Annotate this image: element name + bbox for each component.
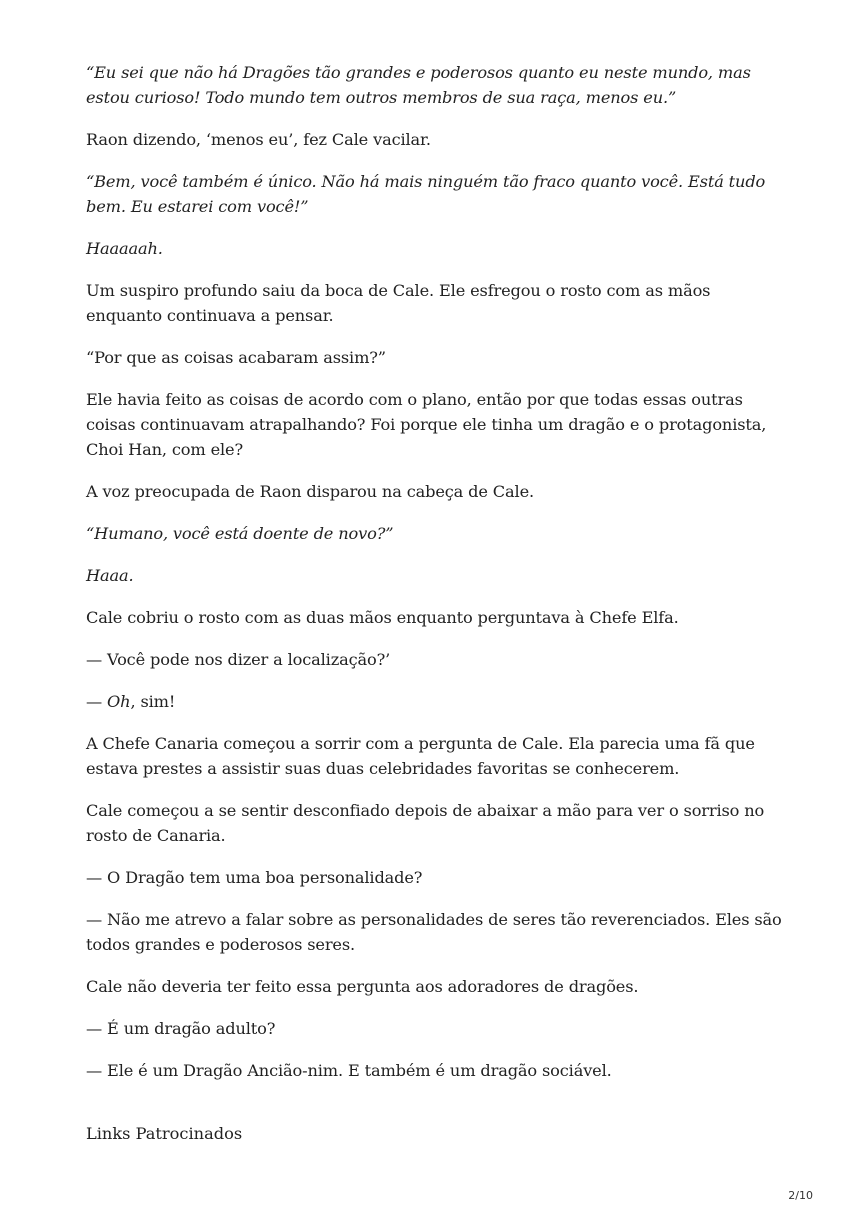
- paragraph-dialogue: — O Dragão tem uma boa personalidade?: [86, 868, 423, 887]
- dialogue-prefix: —: [86, 692, 108, 711]
- paragraph-narration: Um suspiro profundo saiu da boca de Cale. Ele esfregou o rosto com as mãos enquanto continuava a pensar.: [86, 281, 711, 325]
- paragraph-narration: Raon dizendo, ‘menos eu’, fez Cale vacilar.: [86, 130, 431, 149]
- dialogue-suffix: , sim!: [130, 692, 176, 711]
- paragraph-sigh: Haaa.: [86, 566, 134, 585]
- paragraph-dialogue: “Por que as coisas acabaram assim?”: [86, 348, 386, 367]
- paragraph-raon-reassure: “Bem, você também é único. Não há mais ninguém tão fraco quanto você. Está tudo bem. Eu estarei com você!”: [86, 172, 766, 216]
- paragraph-narration: Cale começou a se sentir desconfiado depois de abaixar a mão para ver o sorriso no rosto de Canaria.: [86, 801, 765, 845]
- paragraph-sigh: Haaaaah.: [86, 239, 163, 258]
- paragraph-dialogue: — Você pode nos dizer a localização?’: [86, 650, 391, 669]
- paragraph-dialogue: — Não me atrevo a falar sobre as personalidades de seres tão reverenciados. Eles são todos grandes e poderosos seres.: [86, 910, 782, 954]
- paragraph-raon-worried: “Humano, você está doente de novo?”: [86, 524, 394, 543]
- paragraph-raon-question: “Eu sei que não há Dragões tão grandes e poderosos quanto eu neste mundo, mas estou curioso! Todo mundo tem outros membros de sua raça, menos eu.”: [86, 63, 751, 107]
- paragraph-narration: Cale não deveria ter feito essa pergunta aos adoradores de dragões.: [86, 977, 639, 996]
- paragraph-dialogue: — Ele é um Dragão Ancião-nim. E também é um dragão sociável.: [86, 1061, 612, 1080]
- sponsored-links-heading: Links Patrocinados: [86, 1124, 243, 1143]
- paragraph-dialogue: — É um dragão adulto?: [86, 1019, 276, 1038]
- page-number: 2/10: [788, 1189, 813, 1202]
- document-body: [86, 60, 786, 1100]
- paragraph-narration: Cale cobriu o rosto com as duas mãos enquanto perguntava à Chefe Elfa.: [86, 608, 679, 627]
- paragraph-narration: A voz preocupada de Raon disparou na cabeça de Cale.: [86, 482, 534, 501]
- paragraph-narration: A Chefe Canaria começou a sorrir com a pergunta de Cale. Ela parecia uma fã que estava prestes a assistir suas duas celebridades favoritas se conhecerem.: [86, 734, 755, 778]
- paragraph-narration: Ele havia feito as coisas de acordo com o plano, então por que todas essas outras coisas continuavam atrapalhando? Foi porque ele tinha um dragão e o protagonista, Choi Han, com ele?: [86, 390, 767, 459]
- paragraph-dialogue: [86, 689, 786, 714]
- dialogue-emphasis: Oh: [107, 692, 131, 711]
